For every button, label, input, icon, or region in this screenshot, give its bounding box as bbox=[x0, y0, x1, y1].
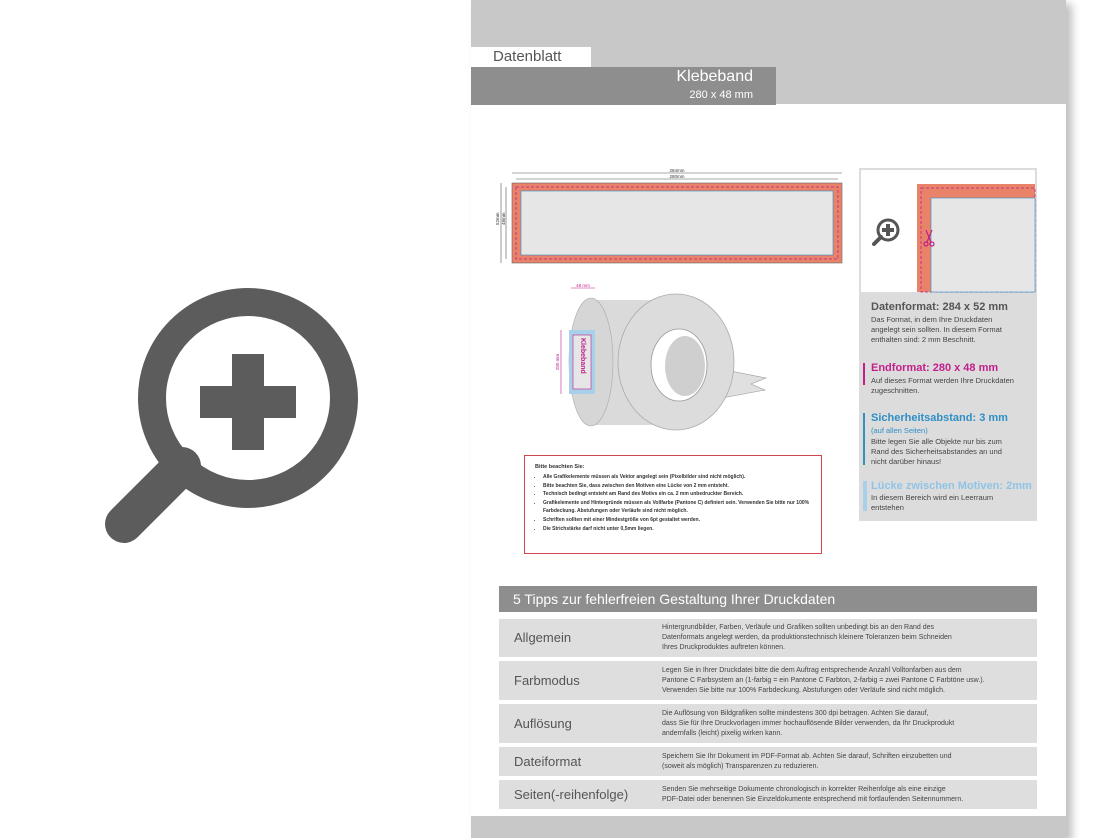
safety-area bbox=[521, 191, 833, 255]
dim-left-outer: 52mm bbox=[495, 212, 500, 225]
note-item: • Bitte beachten Sie, dass zwischen den Motiven eine Lücke von 2 mm entsteht. bbox=[543, 482, 821, 491]
note-item: • Die Strichstärke darf nicht unter 0,5mm liegen. bbox=[543, 525, 821, 534]
sicherheit-sub: (auf allen Seiten) bbox=[871, 426, 928, 435]
note-item: • Schriften sollten mit einer Mindestgröße von 6pt gestaltet werden. bbox=[543, 516, 821, 525]
tip-row-allgemein: Allgemein Hintergrundbilder, Farben, Verläufe und Grafiken sollten unbedingt bis an den Rand des Datenformats angelegt werden, da produktionstechnisch kleinere Toleranzen beim Schneiden Ihres Druckproduktes auftreten können. bbox=[499, 619, 1037, 657]
page-footer-band bbox=[471, 816, 1066, 838]
format-drawing bbox=[496, 165, 846, 269]
roll-height-label: 280 mm bbox=[555, 353, 560, 371]
luecke-text: In diesem Bereich wird ein Leerraum entstehen bbox=[871, 493, 994, 512]
dim-top-outer: 284mm bbox=[669, 168, 685, 173]
roll-print-label: Klebeband bbox=[579, 338, 586, 374]
zoom-in-icon[interactable] bbox=[100, 288, 360, 548]
dim-top-inner: 280mm bbox=[669, 174, 685, 179]
note-item: • Alle Grafikelemente müssen als Vektor angelegt sein (Pixelbilder sind nicht möglich). bbox=[543, 473, 821, 482]
dim-left-inner: 48mm bbox=[501, 212, 506, 225]
sicherheit-text: Bitte legen Sie alle Objekte nur bis zum Rand des Sicherheitsabstandes an und nicht darüber hinaus! bbox=[871, 437, 1002, 466]
sicherheit-marker bbox=[863, 413, 865, 465]
datenformat-title: Datenformat: 284 x 52 mm bbox=[871, 301, 1008, 313]
notes-heading: Bitte beachten Sie: bbox=[535, 464, 585, 470]
magnifier-plus-icon bbox=[874, 220, 898, 244]
tips-heading: 5 Tipps zur fehlerfreien Gestaltung Ihrer Druckdaten bbox=[499, 586, 1037, 612]
tip-row-aufloesung: Auflösung Die Auflösung von Bildgrafiken sollte mindestens 300 dpi betragen. Achten Sie darauf, dass Sie für Ihre Druckvorlagen immer hochauflösende Bilder verwenden, da Ihr Druckprodukt andernfalls (leicht) pixelig wirken kann. bbox=[499, 704, 1037, 743]
luecke-marker bbox=[863, 481, 867, 511]
notes-box bbox=[524, 455, 822, 554]
product-title: Klebeband bbox=[676, 68, 753, 85]
endformat-title: Endformat: 280 x 48 mm bbox=[871, 362, 999, 374]
endformat-text: Auf dieses Format werden Ihre Druckdaten zugeschnitten. bbox=[871, 376, 1014, 395]
note-item: • Grafikelemente und Hintergründe müssen als Vollfarbe (Pantone C) definiert sein. Verwenden Sie bitte nur 100% Farbdeckung. Abstufungen oder Verläufe sind nicht möglich. bbox=[543, 499, 821, 516]
datenformat-text: Das Format, in dem Ihre Druckdaten angelegt sein sollten. In diesem Format enthalten sind: 2 mm Beschnitt. bbox=[871, 315, 1002, 344]
roll-width-label: 48 mm bbox=[576, 283, 590, 288]
tip-row-seiten: Seiten(-reihenfolge) Senden Sie mehrseitige Dokumente chronologisch in korrekter Reihenfolge als eine einzige PDF-Datei oder benennen Sie Einzeldokumente entsprechend mit fortlaufenden Seitennummern. bbox=[499, 780, 1037, 809]
endformat-marker bbox=[863, 363, 865, 385]
tip-row-dateiformat: Dateiformat Speichern Sie Ihr Dokument im PDF-Format ab. Achten Sie darauf, Schriften einzubetten und (soweit als möglich) Transparenzen zu reduzieren. bbox=[499, 747, 1037, 776]
note-item: • Technisch bedingt entsteht am Rand des Motivs ein ca. 2 mm unbedruckter Bereich. bbox=[543, 490, 821, 499]
product-size: 280 x 48 mm bbox=[689, 89, 753, 101]
tip-row-farbmodus: Farbmodus Legen Sie in Ihrer Druckdatei bitte die dem Auftrag entsprechende Anzahl Volltonfarben aus dem Pantone C Farbsystem an (1-farbig = ein Pantone C Farbton, 2-farbig = zwei Pantone C Farbtöne usw.). Verwenden Sie bitte nur 100% Farbdeckung. Abstufungen oder Verläufe sind nicht möglich. bbox=[499, 661, 1037, 700]
corner-detail bbox=[861, 170, 1035, 292]
datasheet-page bbox=[471, 0, 1066, 838]
datenblatt-tab: Datenblatt bbox=[471, 47, 591, 67]
sicherheit-title: Sicherheitsabstand: 3 mm bbox=[871, 412, 1008, 424]
tape-roll-illustration bbox=[551, 280, 771, 440]
luecke-title: Lücke zwischen Motiven: 2mm bbox=[871, 480, 1032, 492]
